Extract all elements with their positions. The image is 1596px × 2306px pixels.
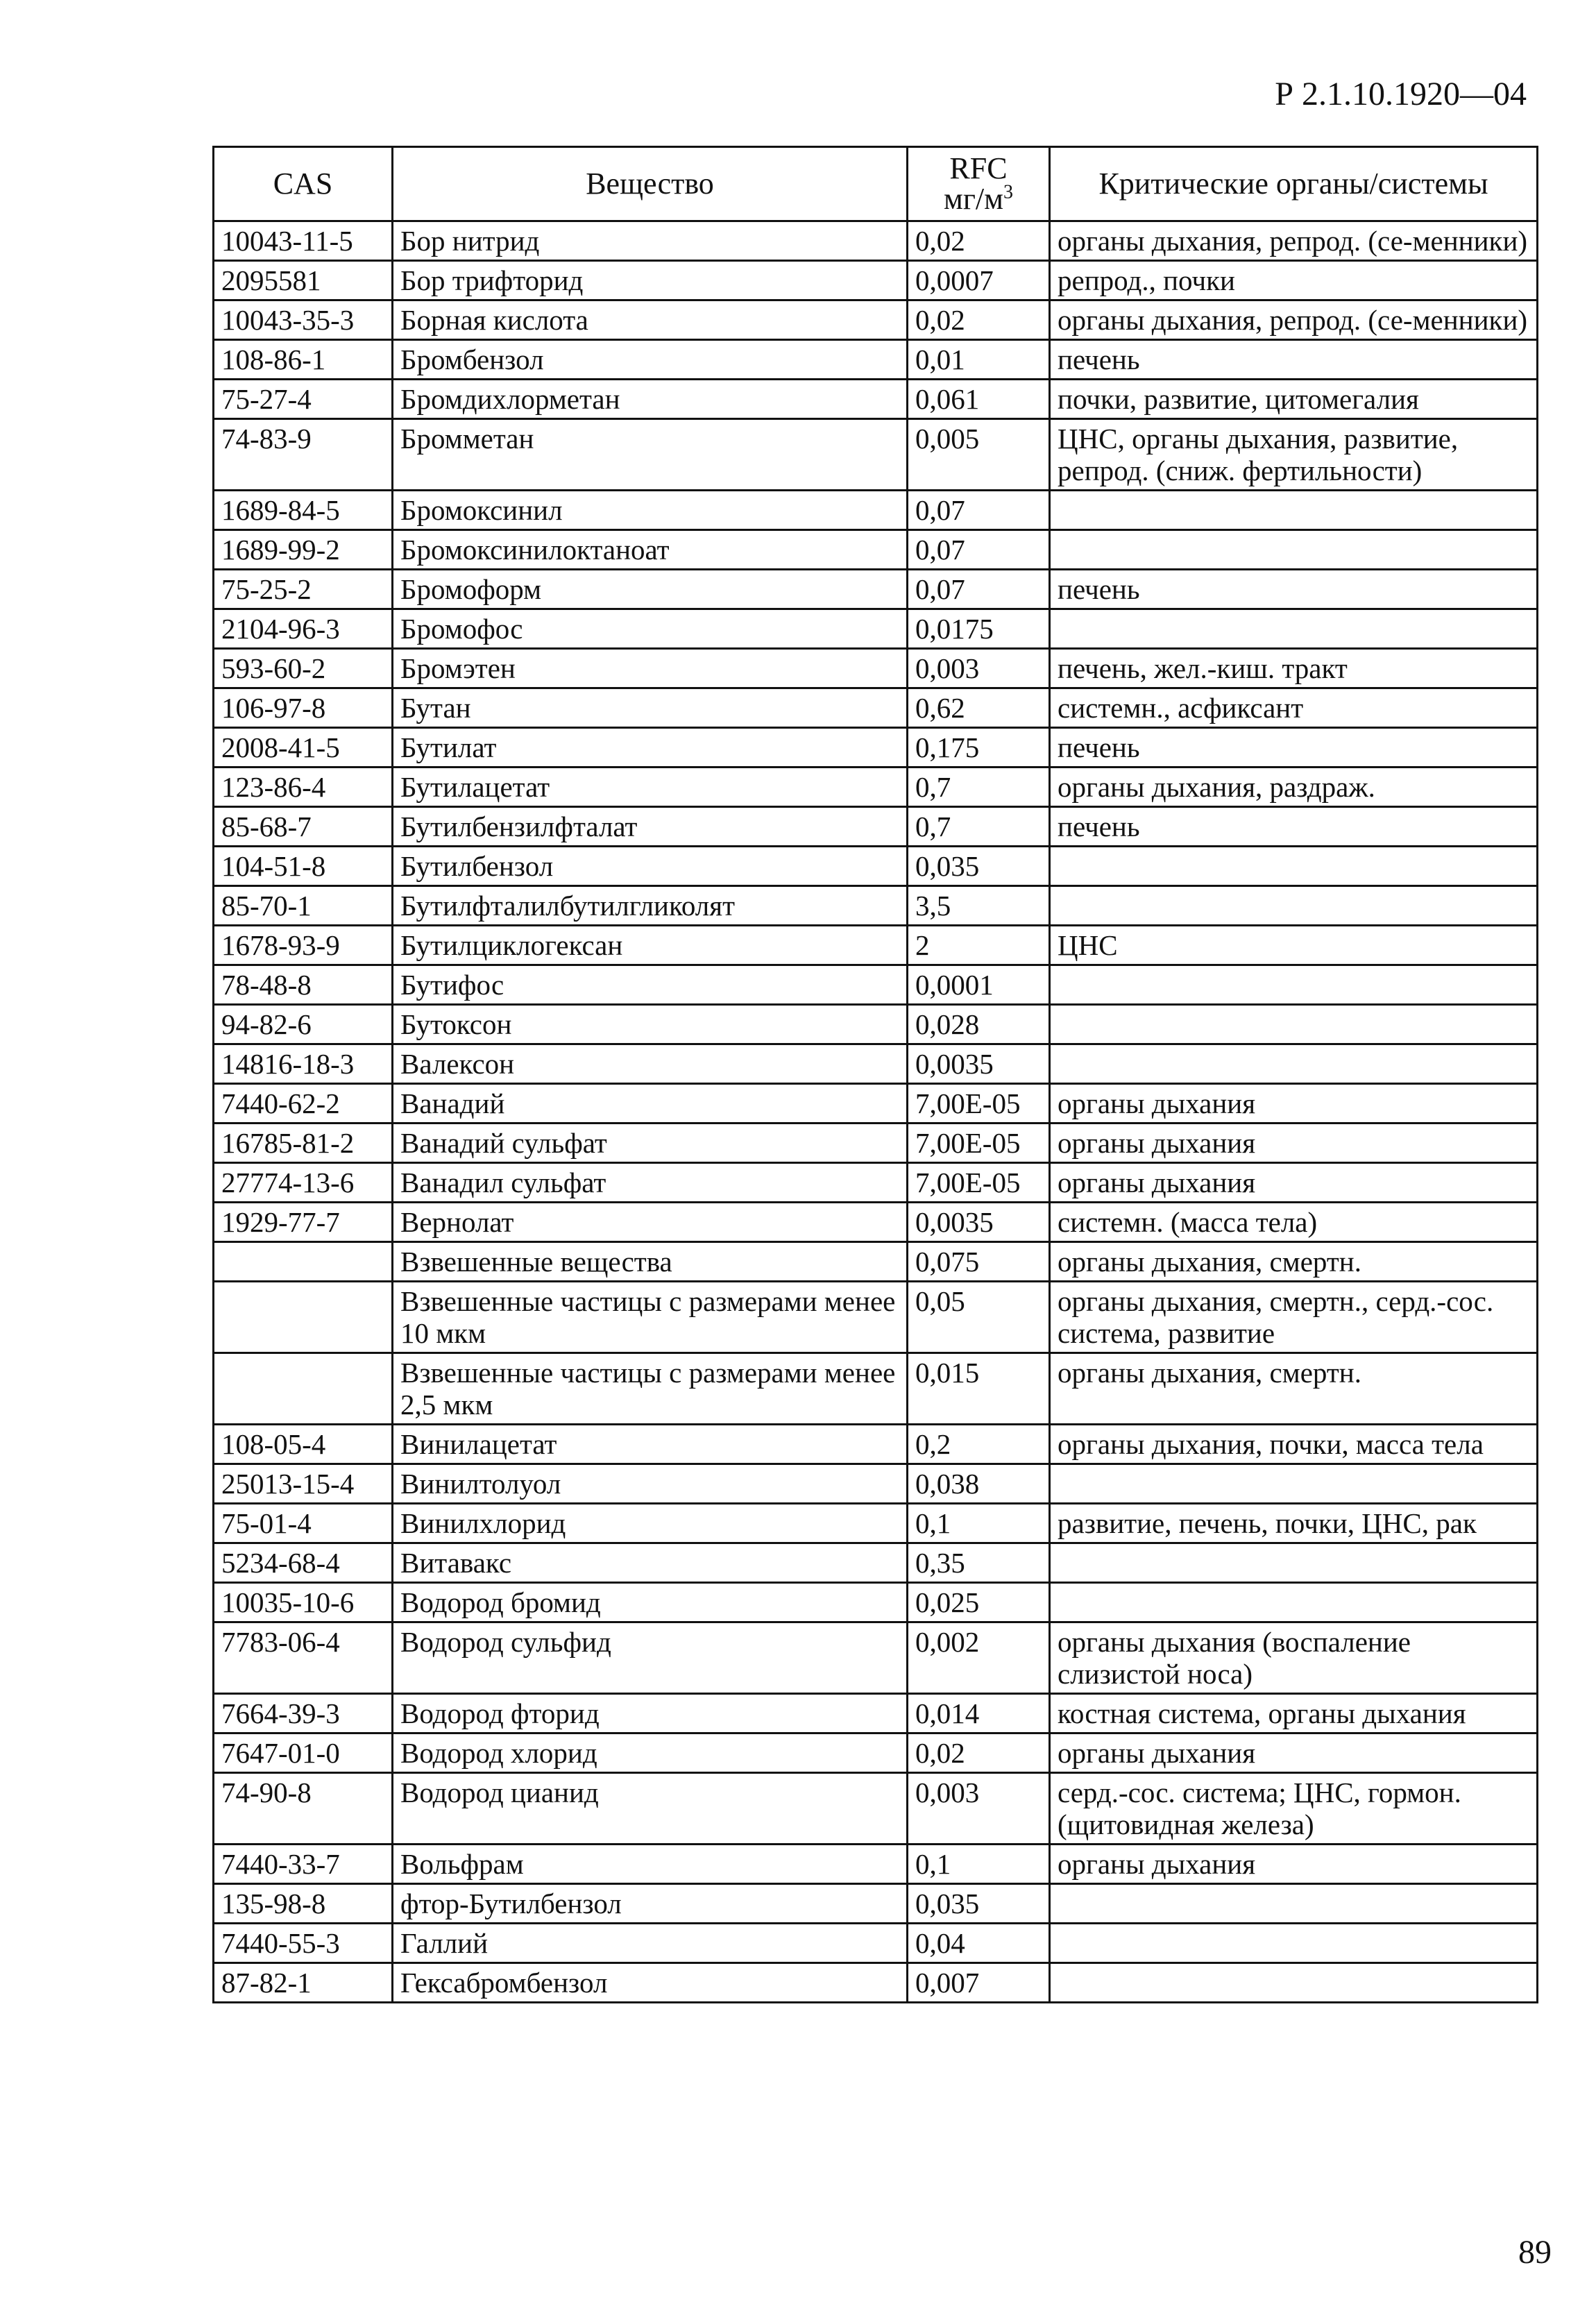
- table-row: [214, 380, 1538, 419]
- organs-cell: органы дыхания, почки, масса тела: [1050, 1425, 1538, 1464]
- rfc-cell: 0,35: [908, 1543, 1050, 1583]
- organs-cell: [1050, 1543, 1538, 1583]
- cas-cell: 2095581: [214, 261, 393, 300]
- table-row: [214, 807, 1538, 847]
- table-row: [214, 649, 1538, 688]
- rfc-cell: 0,07: [908, 570, 1050, 609]
- cas-cell: 1689-99-2: [214, 530, 393, 570]
- rfc-unit: мг/м: [944, 182, 1003, 216]
- table-body: [214, 221, 1538, 2003]
- table-row: [214, 1733, 1538, 1773]
- substance-cell: Взвешенные частицы с размерами менее 10 мкм: [393, 1282, 908, 1353]
- rfc-cell: 0,04: [908, 1924, 1050, 1963]
- rfc-cell: 0,005: [908, 419, 1050, 491]
- rfc-cell: 0,075: [908, 1242, 1050, 1282]
- substance-cell: Бромбензол: [393, 340, 908, 380]
- organs-cell: костная система, органы дыхания: [1050, 1694, 1538, 1733]
- rfc-cell: 0,002: [908, 1622, 1050, 1694]
- table-row: [214, 340, 1538, 380]
- organs-cell: органы дыхания, смертн., серд.-сос. система, развитие: [1050, 1282, 1538, 1353]
- substance-cell: Бор трифторид: [393, 261, 908, 300]
- organs-cell: печень: [1050, 340, 1538, 380]
- organs-cell: [1050, 491, 1538, 530]
- substance-cell: Бутифос: [393, 965, 908, 1005]
- cas-cell: 85-68-7: [214, 807, 393, 847]
- table-row: [214, 965, 1538, 1005]
- table-row: [214, 570, 1538, 609]
- organs-cell: ЦНС, органы дыхания, развитие, репрод. (сниж. фертильности): [1050, 419, 1538, 491]
- substance-cell: Бромоформ: [393, 570, 908, 609]
- table-row: [214, 1924, 1538, 1963]
- rfc-cell: 0,02: [908, 1733, 1050, 1773]
- cas-cell: 7440-33-7: [214, 1845, 393, 1884]
- cas-cell: 5234-68-4: [214, 1543, 393, 1583]
- table-row: [214, 768, 1538, 807]
- table-row: [214, 886, 1538, 926]
- table-row: [214, 728, 1538, 768]
- organs-cell: [1050, 1884, 1538, 1924]
- rfc-cell: 0,1: [908, 1504, 1050, 1543]
- cas-cell: [214, 1282, 393, 1353]
- substance-cell: Водород цианид: [393, 1773, 908, 1845]
- rfc-cell: 0,0175: [908, 609, 1050, 649]
- substance-cell: Бутилат: [393, 728, 908, 768]
- organs-cell: [1050, 847, 1538, 886]
- table-row: [214, 1543, 1538, 1583]
- rfc-cell: 0,035: [908, 1884, 1050, 1924]
- substance-cell: Бутилбензол: [393, 847, 908, 886]
- organs-cell: [1050, 886, 1538, 926]
- rfc-cell: 0,014: [908, 1694, 1050, 1733]
- substance-cell: Бромоксинил: [393, 491, 908, 530]
- rfc-cell: 0,007: [908, 1963, 1050, 2003]
- rfc-cell: 0,0001: [908, 965, 1050, 1005]
- rfc-cell: 0,0007: [908, 261, 1050, 300]
- cas-cell: 94-82-6: [214, 1005, 393, 1044]
- substance-cell: Бор нитрид: [393, 221, 908, 261]
- substance-cell: Бутилацетат: [393, 768, 908, 807]
- cas-cell: 1689-84-5: [214, 491, 393, 530]
- organs-cell: ЦНС: [1050, 926, 1538, 965]
- rfc-cell: 0,07: [908, 491, 1050, 530]
- column-header-cas: CAS: [214, 147, 393, 221]
- table-row: [214, 1163, 1538, 1203]
- rfc-cell: 0,035: [908, 847, 1050, 886]
- substances-table: [212, 146, 1538, 2003]
- cas-cell: 7647-01-0: [214, 1733, 393, 1773]
- substance-cell: Бромоксинилоктаноат: [393, 530, 908, 570]
- substance-cell: Бутилциклогексан: [393, 926, 908, 965]
- rfc-unit-label: [915, 181, 1042, 216]
- rfc-cell: 0,02: [908, 300, 1050, 340]
- substance-cell: Взвешенные частицы с размерами менее 2,5 мкм: [393, 1353, 908, 1425]
- rfc-cell: 0,0035: [908, 1044, 1050, 1084]
- table-row: [214, 847, 1538, 886]
- table-row: [214, 261, 1538, 300]
- cas-cell: 135-98-8: [214, 1884, 393, 1924]
- cas-cell: 108-86-1: [214, 340, 393, 380]
- substance-cell: Бромэтен: [393, 649, 908, 688]
- rfc-cell: 0,01: [908, 340, 1050, 380]
- organs-cell: органы дыхания: [1050, 1124, 1538, 1163]
- column-header-rfc: [908, 147, 1050, 221]
- substance-cell: Винилтолуол: [393, 1464, 908, 1504]
- substance-cell: Ванадий сульфат: [393, 1124, 908, 1163]
- rfc-unit-power: 3: [1003, 181, 1013, 203]
- organs-cell: [1050, 1464, 1538, 1504]
- rfc-cell: 0,061: [908, 380, 1050, 419]
- table-row: [214, 1963, 1538, 2003]
- substance-cell: Вольфрам: [393, 1845, 908, 1884]
- rfc-cell: 0,175: [908, 728, 1050, 768]
- organs-cell: органы дыхания: [1050, 1163, 1538, 1203]
- substance-cell: фтор-Бутилбензол: [393, 1884, 908, 1924]
- rfc-cell: 7,00Е-05: [908, 1163, 1050, 1203]
- substance-cell: Винилхлорид: [393, 1504, 908, 1543]
- rfc-cell: 0,0035: [908, 1203, 1050, 1242]
- table-row: [214, 609, 1538, 649]
- substance-cell: Водород фторид: [393, 1694, 908, 1733]
- table-row: [214, 491, 1538, 530]
- substance-cell: Бромофос: [393, 609, 908, 649]
- cas-cell: 104-51-8: [214, 847, 393, 886]
- table-row: [214, 1124, 1538, 1163]
- cas-cell: [214, 1242, 393, 1282]
- cas-cell: 7440-62-2: [214, 1084, 393, 1124]
- substance-cell: Гексабромбензол: [393, 1963, 908, 2003]
- substance-cell: Валексон: [393, 1044, 908, 1084]
- substance-cell: Водород сульфид: [393, 1622, 908, 1694]
- organs-cell: печень, жел.-киш. тракт: [1050, 649, 1538, 688]
- cas-cell: 1678-93-9: [214, 926, 393, 965]
- substance-cell: Бутан: [393, 688, 908, 728]
- table-row: [214, 1845, 1538, 1884]
- rfc-cell: 0,02: [908, 221, 1050, 261]
- cas-cell: 78-48-8: [214, 965, 393, 1005]
- organs-cell: [1050, 1924, 1538, 1963]
- cas-cell: 123-86-4: [214, 768, 393, 807]
- cas-cell: 593-60-2: [214, 649, 393, 688]
- organs-cell: [1050, 1963, 1538, 2003]
- cas-cell: 75-27-4: [214, 380, 393, 419]
- rfc-cell: 0,2: [908, 1425, 1050, 1464]
- cas-cell: 7440-55-3: [214, 1924, 393, 1963]
- table-row: [214, 1242, 1538, 1282]
- cas-cell: 85-70-1: [214, 886, 393, 926]
- cas-cell: 10035-10-6: [214, 1583, 393, 1622]
- organs-cell: системн. (масса тела): [1050, 1203, 1538, 1242]
- table-row: [214, 1282, 1538, 1353]
- cas-cell: 74-83-9: [214, 419, 393, 491]
- table-header-row: [214, 147, 1538, 221]
- substance-cell: Галлий: [393, 1924, 908, 1963]
- substance-cell: Водород бромид: [393, 1583, 908, 1622]
- rfc-cell: 0,05: [908, 1282, 1050, 1353]
- table-row: [214, 1622, 1538, 1694]
- organs-cell: [1050, 1583, 1538, 1622]
- organs-cell: развитие, печень, почки, ЦНС, рак: [1050, 1504, 1538, 1543]
- table-row: [214, 1353, 1538, 1425]
- rfc-cell: 0,003: [908, 1773, 1050, 1845]
- organs-cell: [1050, 965, 1538, 1005]
- organs-cell: органы дыхания: [1050, 1733, 1538, 1773]
- organs-cell: системн., асфиксант: [1050, 688, 1538, 728]
- cas-cell: 10043-11-5: [214, 221, 393, 261]
- cas-cell: [214, 1353, 393, 1425]
- rfc-cell: 0,7: [908, 807, 1050, 847]
- substance-cell: Ванадий: [393, 1084, 908, 1124]
- table-row: [214, 221, 1538, 261]
- organs-cell: органы дыхания, раздраж.: [1050, 768, 1538, 807]
- cas-cell: 7664-39-3: [214, 1694, 393, 1733]
- cas-cell: 2104-96-3: [214, 609, 393, 649]
- substance-cell: Винилацетат: [393, 1425, 908, 1464]
- substance-cell: Взвешенные вещества: [393, 1242, 908, 1282]
- table-row: [214, 1425, 1538, 1464]
- rfc-cell: 0,7: [908, 768, 1050, 807]
- table-row: [214, 1504, 1538, 1543]
- organs-cell: [1050, 1005, 1538, 1044]
- rfc-label: RFC: [949, 151, 1008, 185]
- substance-cell: Бромметан: [393, 419, 908, 491]
- substance-cell: Водород хлорид: [393, 1733, 908, 1773]
- table-row: [214, 1044, 1538, 1084]
- substance-cell: Ванадил сульфат: [393, 1163, 908, 1203]
- organs-cell: [1050, 609, 1538, 649]
- substance-cell: Бутилбензилфталат: [393, 807, 908, 847]
- organs-cell: [1050, 530, 1538, 570]
- cas-cell: 74-90-8: [214, 1773, 393, 1845]
- cas-cell: 27774-13-6: [214, 1163, 393, 1203]
- table-row: [214, 1694, 1538, 1733]
- table-row: [214, 926, 1538, 965]
- cas-cell: 108-05-4: [214, 1425, 393, 1464]
- table-row: [214, 1464, 1538, 1504]
- rfc-cell: 0,038: [908, 1464, 1050, 1504]
- rfc-cell: 0,07: [908, 530, 1050, 570]
- substance-cell: Бутилфталилбутилгликолят: [393, 886, 908, 926]
- substance-cell: Бромдихлорметан: [393, 380, 908, 419]
- rfc-cell: 0,025: [908, 1583, 1050, 1622]
- table-row: [214, 1084, 1538, 1124]
- table-row: [214, 1884, 1538, 1924]
- cas-cell: 87-82-1: [214, 1963, 393, 2003]
- substance-cell: Вернолат: [393, 1203, 908, 1242]
- table-row: [214, 419, 1538, 491]
- column-header-organs: Критические органы/системы: [1050, 147, 1538, 221]
- table-row: [214, 300, 1538, 340]
- document-header: Р 2.1.10.1920—04: [1275, 76, 1527, 112]
- rfc-cell: 7,00Е-05: [908, 1124, 1050, 1163]
- organs-cell: печень: [1050, 570, 1538, 609]
- cas-cell: 75-25-2: [214, 570, 393, 609]
- organs-cell: почки, развитие, цитомегалия: [1050, 380, 1538, 419]
- organs-cell: органы дыхания, смертн.: [1050, 1353, 1538, 1425]
- table-row: [214, 530, 1538, 570]
- cas-cell: 25013-15-4: [214, 1464, 393, 1504]
- organs-cell: [1050, 1044, 1538, 1084]
- table-row: [214, 1773, 1538, 1845]
- cas-cell: 75-01-4: [214, 1504, 393, 1543]
- column-header-substance: Вещество: [393, 147, 908, 221]
- page-number: 89: [1518, 2234, 1552, 2271]
- table-row: [214, 1005, 1538, 1044]
- organs-cell: серд.-сос. система; ЦНС, гормон. (щитовидная железа): [1050, 1773, 1538, 1845]
- cas-cell: 14816-18-3: [214, 1044, 393, 1084]
- cas-cell: 106-97-8: [214, 688, 393, 728]
- rfc-cell: 3,5: [908, 886, 1050, 926]
- table-row: [214, 688, 1538, 728]
- substance-cell: Витавакс: [393, 1543, 908, 1583]
- table-row: [214, 1203, 1538, 1242]
- cas-cell: 10043-35-3: [214, 300, 393, 340]
- organs-cell: органы дыхания: [1050, 1084, 1538, 1124]
- cas-cell: 7783-06-4: [214, 1622, 393, 1694]
- organs-cell: органы дыхания, репрод. (се-менники): [1050, 300, 1538, 340]
- rfc-cell: 0,015: [908, 1353, 1050, 1425]
- rfc-cell: 7,00Е-05: [908, 1084, 1050, 1124]
- cas-cell: 16785-81-2: [214, 1124, 393, 1163]
- rfc-cell: 0,028: [908, 1005, 1050, 1044]
- cas-cell: 2008-41-5: [214, 728, 393, 768]
- rfc-cell: 0,62: [908, 688, 1050, 728]
- rfc-cell: 0,1: [908, 1845, 1050, 1884]
- organs-cell: органы дыхания, репрод. (се-менники): [1050, 221, 1538, 261]
- organs-cell: органы дыхания (воспаление слизистой носа): [1050, 1622, 1538, 1694]
- rfc-cell: 2: [908, 926, 1050, 965]
- organs-cell: печень: [1050, 728, 1538, 768]
- organs-cell: печень: [1050, 807, 1538, 847]
- cas-cell: 1929-77-7: [214, 1203, 393, 1242]
- organs-cell: органы дыхания: [1050, 1845, 1538, 1884]
- table-row: [214, 1583, 1538, 1622]
- rfc-cell: 0,003: [908, 649, 1050, 688]
- organs-cell: репрод., почки: [1050, 261, 1538, 300]
- organs-cell: органы дыхания, смертн.: [1050, 1242, 1538, 1282]
- substance-cell: Борная кислота: [393, 300, 908, 340]
- substance-cell: Бутоксон: [393, 1005, 908, 1044]
